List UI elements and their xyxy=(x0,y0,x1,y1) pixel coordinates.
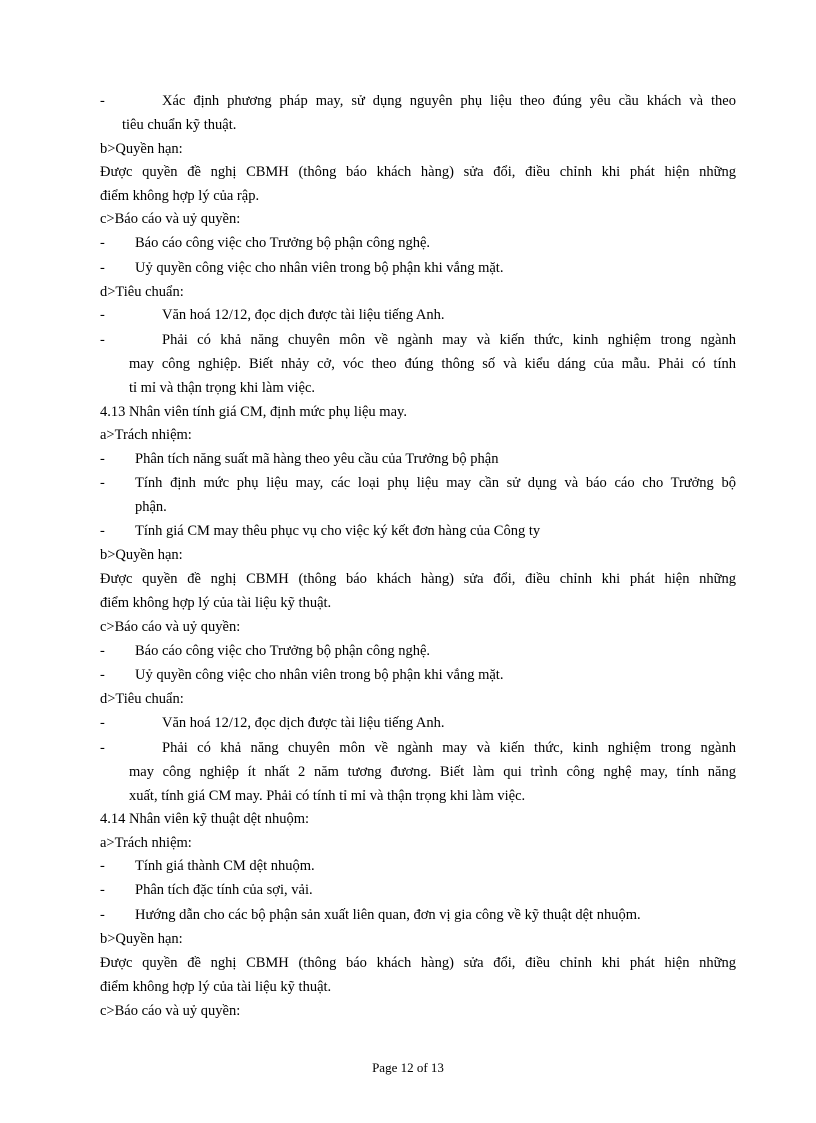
text-line: Phân tích đặc tính của sợi, vải. xyxy=(135,882,313,898)
bullet-marker: - xyxy=(100,332,105,348)
section-heading: a>Trách nhiệm: xyxy=(100,835,192,851)
text-line: may công nghiệp. Biết nhảy cở, vóc theo đúng thông số và kiểu dáng của mẫu. Phải có tính xyxy=(129,356,736,372)
text-line: điểm không hợp lý của rập. xyxy=(100,188,260,204)
text-line: Được quyền đề nghị CBMH (thông báo khách hàng) sửa đổi, điều chỉnh khi phát hiện những xyxy=(100,164,736,180)
text-line: Phải có khả năng chuyên môn về ngành may và kiến thức, kinh nghiệm trong ngành xyxy=(162,332,736,348)
text-line: Báo cáo công việc cho Trưởng bộ phận công nghệ. xyxy=(135,235,430,251)
section-heading: d>Tiêu chuẩn: xyxy=(100,284,184,300)
text-line: Tính định mức phụ liệu may, các loại phụ liệu may cần sử dụng và báo cáo cho Trưởng bộ xyxy=(135,475,736,491)
bullet-marker: - xyxy=(100,882,105,898)
bullet-marker: - xyxy=(100,451,105,467)
text-line: Tính giá CM may thêu phục vụ cho việc ký kết đơn hàng của Công ty xyxy=(135,523,541,539)
text-line: Phải có khả năng chuyên môn về ngành may và kiến thức, kinh nghiệm trong ngành xyxy=(162,740,736,756)
bullet-marker: - xyxy=(100,907,105,923)
bullet-marker: - xyxy=(100,235,105,251)
text-line: phận. xyxy=(135,499,167,515)
section-heading: a>Trách nhiệm: xyxy=(100,427,192,443)
section-heading: b>Quyền hạn: xyxy=(100,547,183,563)
text-line: Được quyền đề nghị CBMH (thông báo khách hàng) sửa đổi, điều chỉnh khi phát hiện những xyxy=(100,571,736,587)
section-title: 4.14 Nhân viên kỹ thuật dệt nhuộm: xyxy=(100,811,310,827)
text-line: Phân tích năng suất mã hàng theo yêu cầu của Trưởng bộ phận xyxy=(135,451,499,467)
text-line: tiêu chuẩn kỹ thuật. xyxy=(122,117,237,133)
bullet-marker: - xyxy=(100,307,105,323)
text-line: Uỷ quyền công việc cho nhân viên trong bộ phận khi vắng mặt. xyxy=(135,667,504,683)
bullet-marker: - xyxy=(100,667,105,683)
text-line: tỉ mỉ và thận trọng khi làm việc. xyxy=(129,380,316,396)
text-line: Báo cáo công việc cho Trưởng bộ phận công nghệ. xyxy=(135,643,430,659)
bullet-marker: - xyxy=(100,475,105,491)
section-heading: d>Tiêu chuẩn: xyxy=(100,691,184,707)
page-footer: Page 12 of 13 xyxy=(372,1060,444,1075)
bullet-marker: - xyxy=(100,523,105,539)
text-line: Văn hoá 12/12, đọc dịch được tài liệu tiếng Anh. xyxy=(162,307,445,323)
section-heading: c>Báo cáo và uỷ quyền: xyxy=(100,211,241,227)
bullet-marker: - xyxy=(100,93,105,109)
bullet-marker: - xyxy=(100,260,105,276)
bullet-marker: - xyxy=(100,740,105,756)
text-line: Xác định phương pháp may, sử dụng nguyên phụ liệu theo đúng yêu cầu khách và theo xyxy=(162,93,736,109)
section-heading: c>Báo cáo và uỷ quyền: xyxy=(100,619,241,635)
section-heading: c>Báo cáo và uỷ quyền: xyxy=(100,1003,241,1019)
text-line: may công nghiệp ít nhất 2 năm tương đương. Biết làm qui trình công nghệ may, tính năng xyxy=(129,764,736,780)
text-line: Văn hoá 12/12, đọc dịch được tài liệu tiếng Anh. xyxy=(162,715,445,731)
bullet-marker: - xyxy=(100,715,105,731)
text-line: Hướng dẫn cho các bộ phận sản xuất liên quan, đơn vị gia công về kỹ thuật dệt nhuộm. xyxy=(135,907,641,923)
bullet-marker: - xyxy=(100,643,105,659)
section-title: 4.13 Nhân viên tính giá CM, định mức phụ liệu may. xyxy=(100,404,407,420)
text-line: Được quyền đề nghị CBMH (thông báo khách hàng) sửa đổi, điều chỉnh khi phát hiện những xyxy=(100,955,736,971)
text-line: điểm không hợp lý của tài liệu kỹ thuật. xyxy=(100,979,332,995)
section-heading: b>Quyền hạn: xyxy=(100,931,183,947)
section-heading: b>Quyền hạn: xyxy=(100,141,183,157)
text-line: Uỷ quyền công việc cho nhân viên trong bộ phận khi vắng mặt. xyxy=(135,260,504,276)
text-line: xuất, tính giá CM may. Phải có tính tỉ mỉ và thận trọng khi làm việc. xyxy=(129,788,526,804)
text-line: Tính giá thành CM dệt nhuộm. xyxy=(135,858,315,874)
bullet-marker: - xyxy=(100,858,105,874)
text-line: điểm không hợp lý của tài liệu kỹ thuật. xyxy=(100,595,332,611)
